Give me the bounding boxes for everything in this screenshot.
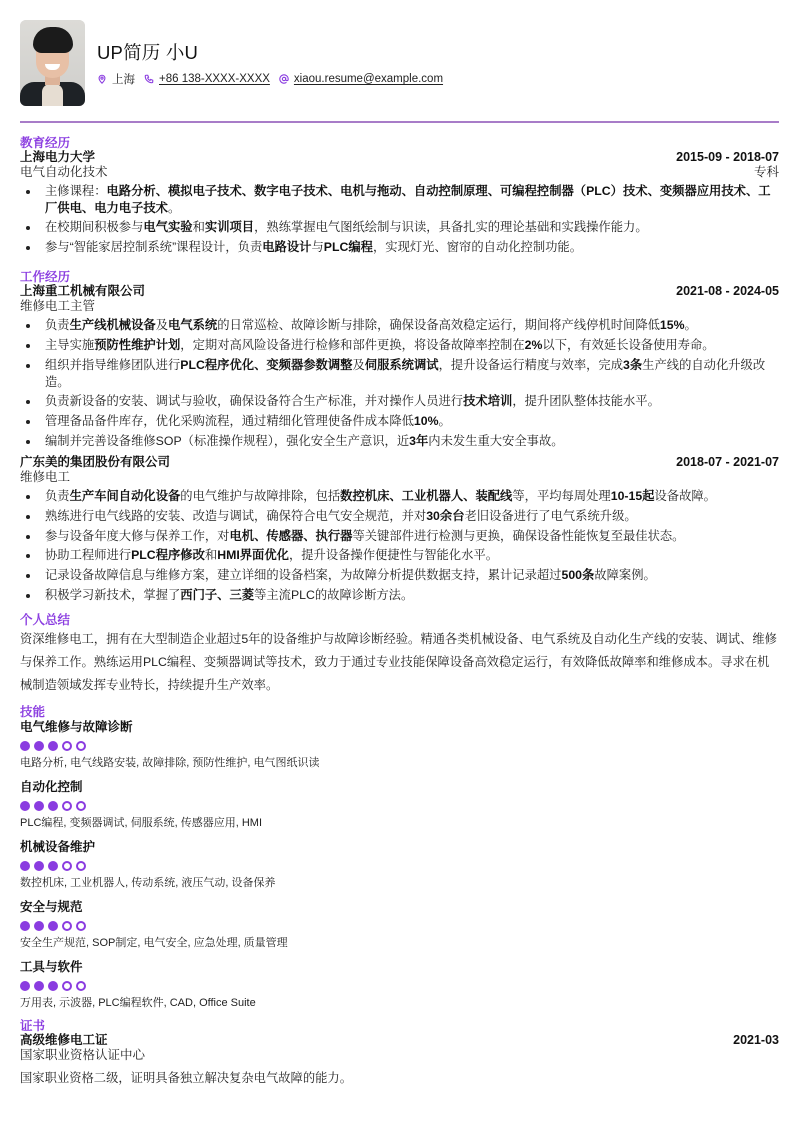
empty-dot-icon — [62, 861, 72, 871]
skill-name: 工具与软件 — [20, 960, 83, 975]
resume-page — [20, 20, 779, 1086]
header-info — [97, 20, 452, 87]
profile-photo — [20, 20, 85, 106]
education-date: 2015-09 - 2018-07 — [676, 149, 779, 164]
location-pin-icon — [97, 74, 107, 84]
bullet-item: 管理备品备件库存，优化采购流程，通过精细化管理使备件成本降低10%。 — [20, 413, 779, 430]
contact-phone — [144, 73, 270, 85]
candidate-name: UP简历 小U — [97, 42, 199, 63]
school-name: 上海电力大学 — [20, 149, 96, 164]
certificate-description: 国家职业资格二级，证明具备独立解决复杂电气故障的能力。 — [20, 1071, 353, 1086]
filled-dot-icon — [34, 741, 44, 751]
contact-location — [97, 71, 135, 87]
skill-keywords: 万用表, 示波器, PLC编程软件, CAD, Office Suite — [20, 997, 256, 1010]
empty-dot-icon — [62, 801, 72, 811]
skill-level-rating — [20, 741, 779, 752]
resume-header — [20, 20, 779, 106]
filled-dot-icon — [34, 981, 44, 991]
skills-list — [20, 719, 779, 1010]
empty-dot-icon — [76, 741, 86, 751]
filled-dot-icon — [20, 861, 30, 871]
work-entry — [20, 284, 779, 450]
skill-level-rating — [20, 921, 779, 932]
filled-dot-icon — [48, 741, 58, 751]
skill-name: 自动化控制 — [20, 780, 83, 795]
filled-dot-icon — [34, 921, 44, 931]
filled-dot-icon — [20, 801, 30, 811]
bullet-item: 参与设备年度大修与保养工作，对电机、传感器、执行器等关键部件进行检测与更换，确保设备性能恢复至最佳状态。 — [20, 528, 779, 545]
filled-dot-icon — [48, 921, 58, 931]
filled-dot-icon — [20, 921, 30, 931]
contact-list — [97, 71, 452, 87]
skill-item — [20, 779, 779, 830]
skill-name: 安全与规范 — [20, 900, 83, 915]
job-role: 维修电工 — [20, 470, 71, 485]
bullet-item: 编制并完善设备维修SOP（标准操作规程），强化安全生产意识，近3年内未发生重大安全事故。 — [20, 433, 779, 450]
filled-dot-icon — [48, 861, 58, 871]
phone-icon — [144, 74, 154, 84]
bullet-item: 组织并指导维修团队进行PLC程序优化、变频器参数调整及伺服系统调试，提升设备运行精度与效率，完成3条生产线的自动化升级改造。 — [20, 357, 779, 391]
empty-dot-icon — [76, 861, 86, 871]
bullet-item: 负责新设备的安装、调试与验收，确保设备符合生产标准，并对操作人员进行技术培训，提升团队整体技能水平。 — [20, 393, 779, 410]
work-date: 2018-07 - 2021-07 — [676, 455, 779, 470]
bullet-item: 负责生产车间自动化设备的电气维护与故障排除，包括数控机床、工业机器人、装配线等，平均每周处理10-15起设备故障。 — [20, 488, 779, 505]
education-entry — [20, 150, 779, 257]
filled-dot-icon — [48, 801, 58, 811]
work-bullets — [20, 488, 779, 604]
at-sign-icon — [279, 74, 289, 84]
skill-keywords: 数控机床, 工业机器人, 传动系统, 液压气动, 设备保养 — [20, 877, 276, 890]
major: 电气自动化技术 — [20, 164, 108, 179]
skill-item — [20, 959, 779, 1010]
skill-keywords: PLC编程, 变频器调试, 伺服系统, 传感器应用, HMI — [20, 817, 263, 830]
filled-dot-icon — [20, 741, 30, 751]
header-divider — [20, 121, 779, 123]
section-title-summary: 个人总结 — [20, 613, 71, 628]
empty-dot-icon — [62, 741, 72, 751]
skill-level-rating — [20, 801, 779, 812]
bullet-item: 在校期间积极参与电气实验和实训项目，熟练掌握电气图纸绘制与识读，具备扎实的理论基础和实践操作能力。 — [20, 219, 779, 236]
email-link[interactable]: xiaou.resume@example.com — [293, 73, 444, 85]
company-name: 上海重工机械有限公司 — [20, 284, 146, 299]
filled-dot-icon — [48, 981, 58, 991]
skill-level-rating — [20, 981, 779, 992]
empty-dot-icon — [76, 921, 86, 931]
work-entry — [20, 455, 779, 604]
summary-section — [20, 613, 779, 697]
filled-dot-icon — [20, 981, 30, 991]
section-title-education: 教育经历 — [20, 135, 71, 150]
empty-dot-icon — [76, 801, 86, 811]
skill-item — [20, 899, 779, 950]
filled-dot-icon — [34, 801, 44, 811]
empty-dot-icon — [76, 981, 86, 991]
bullet-item: 熟练进行电气线路的安装、改造与调试，确保符合电气安全规范，并对30余台老旧设备进行了电气系统升级。 — [20, 508, 779, 525]
company-name: 广东美的集团股份有限公司 — [20, 455, 171, 470]
work-section — [20, 270, 779, 604]
bullet-item: 主导实施预防性维护计划，定期对高风险设备进行检修和部件更换，将设备故障率控制在2%以下，有效延长设备使用寿命。 — [20, 337, 779, 354]
bullet-item: 主修课程：电路分析、模拟电子技术、数字电子技术、电机与拖动、自动控制原理、可编程控制器（PLC）技术、变频器应用技术、工厂供电、电力电子技术。 — [20, 183, 779, 217]
contact-email — [279, 73, 443, 85]
empty-dot-icon — [62, 981, 72, 991]
section-title-skills: 技能 — [20, 705, 46, 720]
skill-keywords: 电路分析, 电气线路安装, 故障排除, 预防性维护, 电气图纸识读 — [20, 757, 320, 770]
education-bullets — [20, 183, 779, 257]
skill-name: 电气维修与故障诊断 — [20, 720, 133, 735]
skill-keywords: 安全生产规范, SOP制定, 电气安全, 应急处理, 质量管理 — [20, 937, 288, 950]
job-role: 维修电工主管 — [20, 299, 96, 314]
skill-name: 机械设备维护 — [20, 840, 96, 855]
degree: 专科 — [753, 164, 779, 179]
phone-link[interactable]: +86 138-XXXX-XXXX — [159, 73, 270, 85]
skills-section — [20, 705, 779, 1010]
skill-item — [20, 839, 779, 890]
empty-dot-icon — [62, 921, 72, 931]
section-title-certificates: 证书 — [20, 1019, 46, 1034]
summary-text: 资深维修电工，拥有在大型制造企业超过5年的设备维护与故障诊断经验。精通各类机械设备、电气系统及自动化生产线的安装、调试、维修与保养工作。熟练运用PLC编程、变频器调试等技术，致力于通过专业技能保障设备高效稳定运行，有效降低故障率和维修成本。寻求在机械制造领域发挥专业特长，持续提升生产效率。 — [20, 632, 777, 693]
bullet-item: 参与“智能家居控制系统”课程设计，负责电路设计与PLC编程，实现灯光、窗帘的自动化控制功能。 — [20, 239, 779, 256]
education-section — [20, 136, 779, 257]
bullet-item: 负责生产线机械设备及电气系统的日常巡检、故障诊断与排除，确保设备高效稳定运行，期间将产线停机时间降低15%。 — [20, 317, 779, 334]
skill-item — [20, 719, 779, 770]
certificate-date: 2021-03 — [733, 1033, 779, 1048]
certificate-issuer: 国家职业资格认证中心 — [20, 1048, 146, 1063]
certificates-section — [20, 1019, 779, 1086]
work-bullets — [20, 317, 779, 450]
location-text: 上海 — [112, 74, 135, 86]
bullet-item: 积极学习新技术，掌握了西门子、三菱等主流PLC的故障诊断方法。 — [20, 587, 779, 604]
section-title-work: 工作经历 — [20, 270, 71, 285]
certificate-entry — [20, 1033, 779, 1086]
work-date: 2021-08 - 2024-05 — [676, 284, 779, 299]
bullet-item: 协助工程师进行PLC程序修改和HMI界面优化，提升设备操作便捷性与智能化水平。 — [20, 547, 779, 564]
filled-dot-icon — [34, 861, 44, 871]
skill-level-rating — [20, 861, 779, 872]
certificate-name: 高级维修电工证 — [20, 1033, 108, 1048]
bullet-item: 记录设备故障信息与维修方案，建立详细的设备档案，为故障分析提供数据支持，累计记录超过500条故障案例。 — [20, 567, 779, 584]
